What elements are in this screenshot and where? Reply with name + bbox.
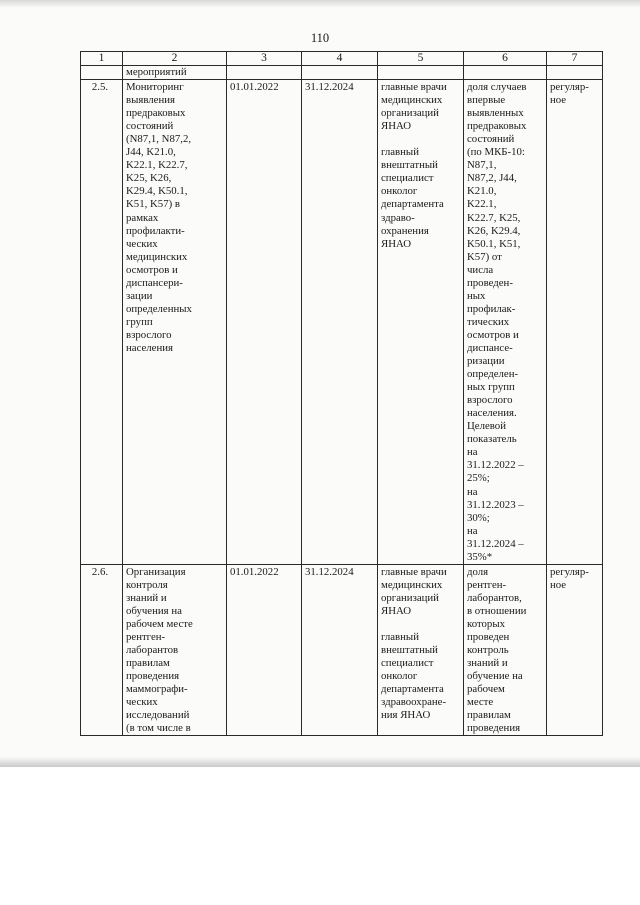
start-date: 01.01.2022 bbox=[227, 564, 302, 736]
column-header-2: 2 bbox=[123, 52, 227, 66]
continuation-cell-end bbox=[302, 66, 378, 80]
target-indicator: доля рентген- лаборантов, в отношении которых проведен контроль знаний и обучение на рабочем месте правилам проведения bbox=[464, 564, 547, 736]
continuation-cell-num bbox=[81, 66, 123, 80]
column-header-1: 1 bbox=[81, 52, 123, 66]
end-date: 31.12.2024 bbox=[302, 564, 378, 736]
activities-table bbox=[80, 51, 603, 736]
column-number-row bbox=[81, 52, 603, 66]
row-number: 2.5. bbox=[81, 80, 123, 565]
target-indicator: доля случаев впервые выявленных предраковых состояний (по МКБ-10: N87,1, N87,2, J44, K21.0, K22.1, K22.7, K25, K26, K29.4, K50.1, K51, K57) от числа проведен- ных профилак- тических осмотров и диспансе- ризации определен- ных групп взрослого населения. Целевой показатель на 31.12.2022 – 25%; на 31.12.2023 – 30%; на 31.12.2024 – 35%* bbox=[464, 80, 547, 565]
row-number: 2.6. bbox=[81, 564, 123, 736]
table-row bbox=[81, 564, 603, 736]
activity-name: Мониторинг выявления предраковых состояний (N87,1, N87,2, J44, K21.0, K22.1, K22.7, K25, K26, K29.4, K50.1, K51, K57) в рамках профилакти- ческих медицинских осмотров и диспансери- зации определенных групп взрослого населения bbox=[123, 80, 227, 565]
continuation-cell-type bbox=[547, 66, 603, 80]
continuation-cell-name: мероприятий bbox=[123, 66, 227, 80]
column-header-4: 4 bbox=[302, 52, 378, 66]
page-number: 110 bbox=[310, 31, 330, 45]
table-row bbox=[81, 80, 603, 565]
activity-type: регуляр- ное bbox=[547, 80, 603, 565]
continuation-cell-indicator bbox=[464, 66, 547, 80]
continuation-row bbox=[81, 66, 603, 80]
activity-name: Организация контроля знаний и обучения на рабочем месте рентген- лаборантов правилам проведения маммографи- ческих исследований (в том числе в bbox=[123, 564, 227, 736]
column-header-7: 7 bbox=[547, 52, 603, 66]
continuation-cell-start bbox=[227, 66, 302, 80]
end-date: 31.12.2024 bbox=[302, 80, 378, 565]
responsible-executors: главные врачи медицинских организаций ЯНАО главный внештатный специалист онколог департамента здраво- охранения ЯНАО bbox=[378, 80, 464, 565]
column-header-3: 3 bbox=[227, 52, 302, 66]
activity-type: регуляр- ное bbox=[547, 564, 603, 736]
column-header-6: 6 bbox=[464, 52, 547, 66]
start-date: 01.01.2022 bbox=[227, 80, 302, 565]
continuation-cell-responsible bbox=[378, 66, 464, 80]
scan-edge bbox=[0, 757, 640, 767]
column-header-5: 5 bbox=[378, 52, 464, 66]
responsible-executors: главные врачи медицинских организаций ЯНАО главный внештатный специалист онколог департамента здравоохране- ния ЯНАО bbox=[378, 564, 464, 736]
